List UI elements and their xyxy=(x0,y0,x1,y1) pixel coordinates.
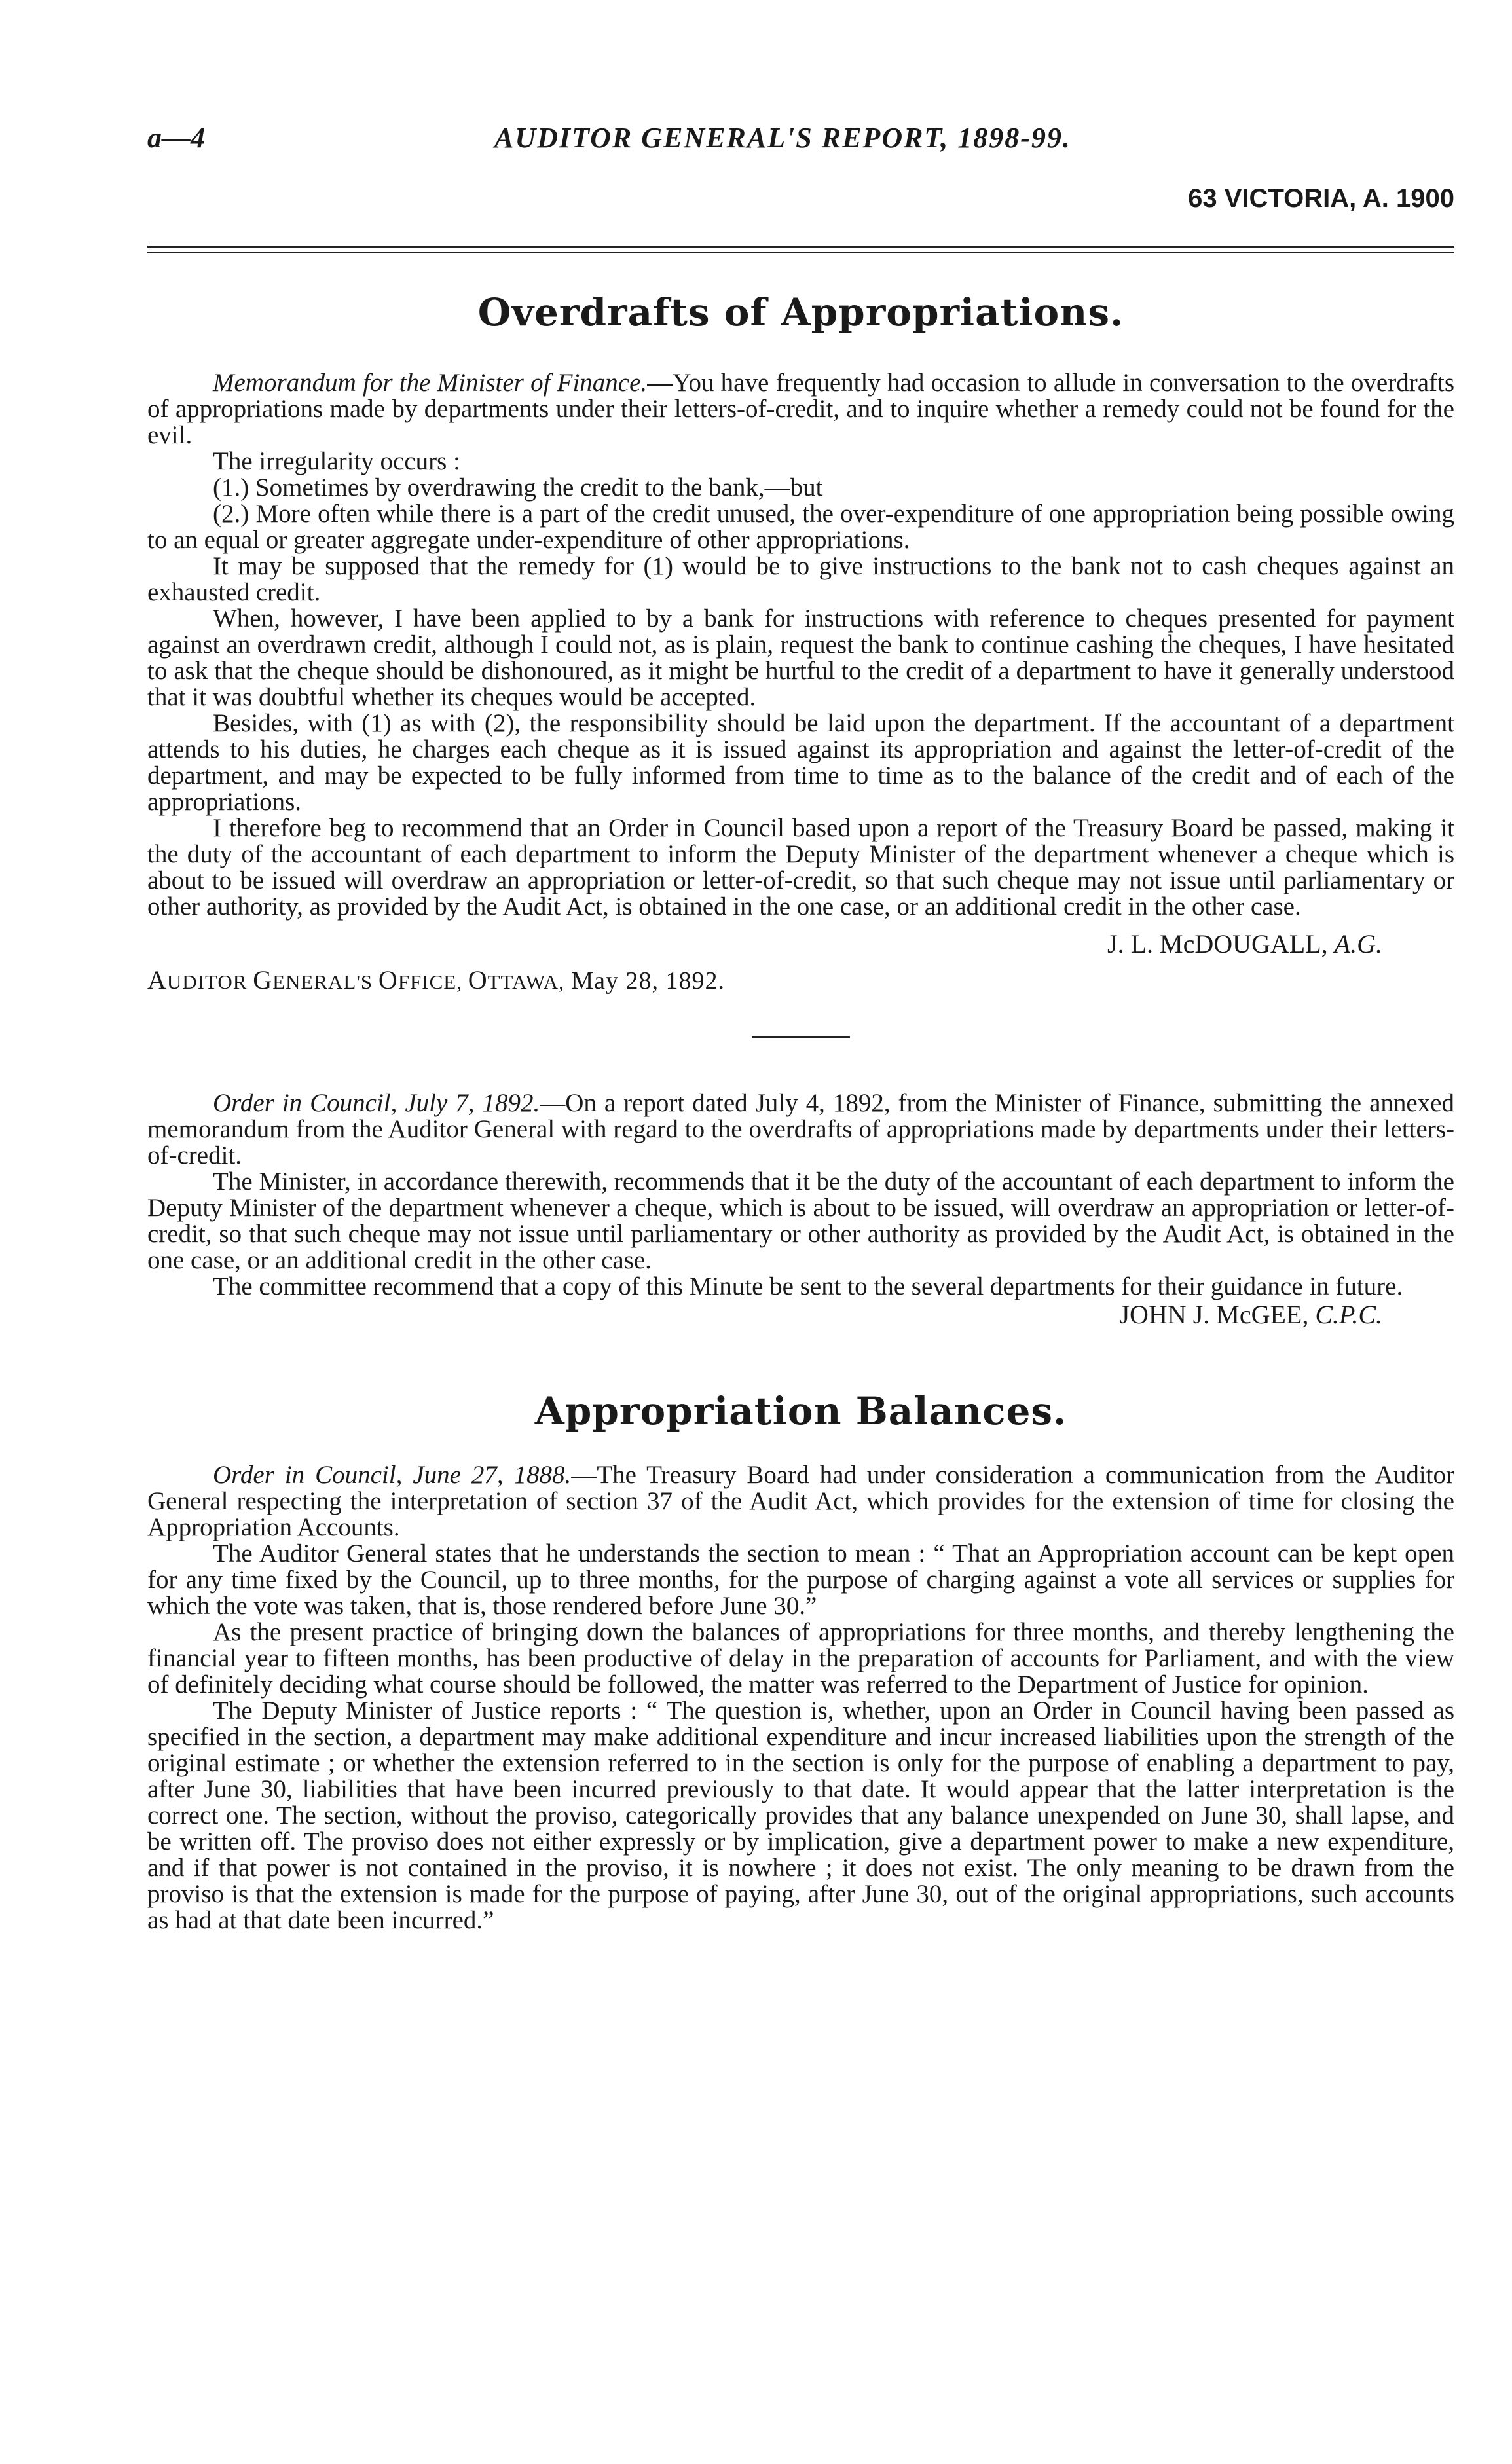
balances-lead: Order in Council, June 27, 1888. xyxy=(213,1461,572,1489)
office-word-initial: G xyxy=(253,965,273,995)
header-rule-bottom xyxy=(147,252,1454,253)
order-paragraph-3: The committee recommend that a copy of this Minute be sent to the several departments for their guidance in future. xyxy=(213,1272,1403,1300)
section-heading-balances: Appropriation Balances. xyxy=(534,1389,1067,1433)
report-title: AUDITOR GENERAL'S REPORT, 1898-99. xyxy=(494,122,1071,154)
office-word-rest: ENERAL'S xyxy=(272,970,378,993)
order-in-council-1892 xyxy=(147,1090,1454,1300)
balances-text: —The Treasury Board had under consideration a communication from the Auditor General respecting the interpretation of section 37 of the Audit Act, which provides for the extension of time for closing the Appropriation Accounts. xyxy=(147,1461,1454,1541)
balances-paragraph xyxy=(147,1462,1454,1541)
signature-title: C.P.C. xyxy=(1315,1300,1382,1329)
memorandum-paragraph-3: (1.) Sometimes by overdrawing the credit to the bank,—but xyxy=(213,473,823,502)
office-word-rest: UDITOR xyxy=(166,970,253,993)
office-date: May 28, 1892. xyxy=(564,967,726,995)
header-rule xyxy=(147,246,1454,261)
memorandum-paragraph-7: Besides, with (1) as with (2), the responsibility should be laid upon the department. If the accountant of a department attends to his duties, he charges each cheque as it is issued against its appropriation and against the letter-of-credit of the department, and may be expected to be fully informed from time to time as to the balance of the credit and of each of the appropriations. xyxy=(147,709,1454,816)
memorandum-paragraph xyxy=(147,370,1454,449)
office-dateline xyxy=(147,966,1454,997)
page-reference: a—4 xyxy=(147,122,205,154)
memorandum-paragraph-6: When, however, I have been applied to by a bank for instructions with reference to cheques presented for payment against an overdrawn credit, although I could not, as is plain, request the bank to continue cashing the cheques, I have hesitated to ask that the cheque should be dishonoured, as it might be hurtful to the credit of a department to have it generally understood that it was doubtful whether its cheques would be accepted. xyxy=(147,604,1454,711)
office-word-initial: A xyxy=(147,965,167,995)
balances-paragraph-2: The Auditor General states that he understands the section to mean : “ That an Appropriation account can be kept open for any time fixed by the Council, up to three months, for the purpose of charging against a vote all services or supplies for which the vote was taken, that is, those rendered before June 30.” xyxy=(147,1539,1454,1620)
memorandum-paragraph-8: I therefore beg to recommend that an Order in Council based upon a report of the Treasury Board be passed, making it the duty of the accountant of each department to inform the Deputy Minister of the department whenever a cheque which is about to be issued will overdraw an appropriation or letter-of-credit, so that such cheque may not issue until parliamentary or other authority, as provided by the Audit Act, is obtained in the one case, or an additional credit in the other case. xyxy=(147,814,1454,921)
order-lead: Order in Council, July 7, 1892. xyxy=(213,1089,540,1117)
office-word-rest: TTAWA, xyxy=(487,970,564,993)
memorandum-paragraph-4: (2.) More often while there is a part of the credit unused, the over-expenditure of one appropriation being possible owing to an equal or greater aggregate under-expenditure of other appropriations. xyxy=(147,500,1454,554)
header-rule-top xyxy=(147,246,1454,248)
memorandum-paragraph-5: It may be supposed that the remedy for (1) would be to give instructions to the bank not to cash cheques against an exhausted credit. xyxy=(147,552,1454,606)
order-paragraph-2: The Minister, in accordance therewith, recommends that it be the duty of the accountant of each department to inform the Deputy Minister of the department whenever a cheque, which is about to be issued, will overdraw an appropriation or letter-of-credit, so that such cheque may not issue until parliamentary or other authority as provided by the Audit Act, is obtained in the one case, or an additional credit in the other case. xyxy=(147,1168,1454,1274)
session-label: 63 VICTORIA, A. 1900 xyxy=(1188,184,1454,213)
signature-mcgee xyxy=(147,1300,1454,1330)
section-divider xyxy=(752,1036,850,1038)
memorandum-paragraph-2: The irregularity occurs : xyxy=(213,447,460,475)
signature-name: JOHN J. McGEE, xyxy=(1119,1300,1309,1329)
order-in-council-1888 xyxy=(147,1462,1454,1934)
memorandum-text: —You have frequently had occasion to allude in conversation to the overdrafts of appropriations made by departments under their letters-of-credit, and to inquire whether a remedy could not be found for the evil. xyxy=(147,369,1455,449)
order-text: —On a report dated July 4, 1892, from the Minister of Finance, submitting the annexed memorandum from the Auditor General with regard to the overdrafts of appropriations made by departments under their letters-of-credit. xyxy=(147,1089,1454,1169)
memorandum-lead: Memorandum for the Minister of Finance. xyxy=(213,369,648,397)
running-head xyxy=(147,121,1454,167)
balances-paragraph-4: The Deputy Minister of Justice reports : “ The question is, whether, upon an Order in Council having been passed as specified in the section, a department may make additional expenditure and incur increased liabilities upon the strength of the original estimate ; or whether the extension referred to in the section is only for the purpose of enabling a department to pay, after June 30, liabilities that have been incurred previously to that date. It would appear that the latter interpretation is the correct one. The section, without the proviso, categorically provides that any balance unexpended on June 30, shall lapse, and be written off. The proviso does not either expressly or by implication, give a department power to make a new expenditure, and if that power is not contained in the proviso, it is nowhere ; it does not exist. The only meaning to be drawn from the proviso is that the extension is made for the purpose of paying, after June 30, out of the original appropriations, such accounts as had at that date been incurred.” xyxy=(147,1697,1454,1934)
signature-title: A.G. xyxy=(1334,929,1382,959)
memorandum xyxy=(147,370,1454,920)
office-word-rest: FFICE, xyxy=(397,970,468,993)
order-paragraph xyxy=(147,1090,1454,1169)
balances-paragraph-3: As the present practice of bringing down the balances of appropriations for three months, and thereby lengthening the financial year to fifteen months, has been productive of delay in the preparation of accounts for Parliament, and with the view of definitely deciding what course should be followed, the matter was referred to the Department of Justice for opinion. xyxy=(147,1618,1454,1699)
office-word-initial: O xyxy=(378,965,398,995)
office-word-initial: O xyxy=(468,965,488,995)
signature-name: J. L. McDOUGALL, xyxy=(1107,929,1328,959)
section-heading-overdrafts: Overdrafts of Appropriations. xyxy=(477,290,1124,335)
signature-mcdougall xyxy=(147,929,1454,959)
